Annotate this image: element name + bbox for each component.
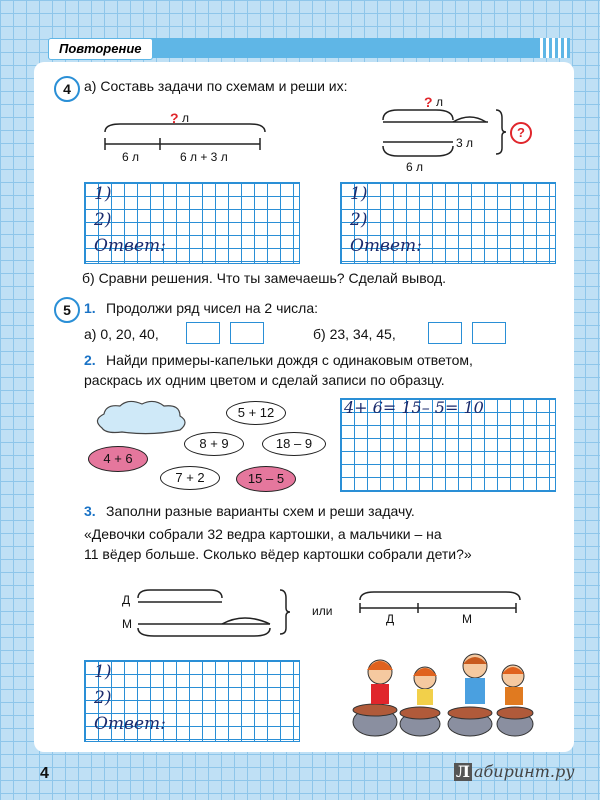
scheme1-seg1: 6 л [122, 150, 140, 164]
task-number-4: 4 [54, 76, 80, 102]
scheme4-diagram [356, 588, 526, 616]
item2-line2: раскрась их одним цветом и сделай записи по образцу. [84, 372, 445, 388]
drop-6[interactable]: 15 – 5 [236, 466, 296, 492]
task4-part-b: б) Сравни решения. Что ты замечаешь? Сделай вывод. [82, 270, 447, 286]
series-a: а) 0, 20, 40, [84, 326, 159, 342]
section-title: Повторение [48, 38, 153, 60]
scheme2-unit: л [436, 95, 444, 109]
scheme1-seg2: 6 л + 3 л [180, 150, 228, 164]
scheme1-question: ? [170, 110, 179, 126]
drop-5[interactable]: 7 + 2 [160, 466, 220, 490]
publisher-name: абиринт.ру [474, 762, 575, 781]
scheme2-brace-question [510, 122, 532, 144]
scheme2-bottom: 6 л [406, 160, 424, 174]
grid1-answer: Ответ: [94, 236, 166, 256]
scheme1-unit: л [182, 111, 190, 125]
scheme3-d: Д [122, 593, 131, 607]
or-label: или [312, 604, 333, 618]
header-stripes [540, 38, 570, 58]
publisher-mark: Л [455, 762, 471, 781]
grid3-line2: 2) [94, 688, 112, 708]
series-b-box-2[interactable] [472, 322, 506, 344]
drop-3[interactable]: 18 – 9 [262, 432, 326, 456]
scheme4-m: М [462, 612, 472, 626]
scheme4-d: Д [386, 612, 395, 626]
series-b: б) 23, 34, 45, [313, 326, 396, 342]
grid2-answer: Ответ: [350, 236, 422, 256]
cloud-icon [92, 398, 192, 438]
drop-2[interactable]: 8 + 9 [184, 432, 244, 456]
sample-record: 4+ 6= 15– 5= 10 [344, 398, 484, 417]
item2-number: 2. [84, 352, 96, 368]
publisher-logo [454, 762, 574, 781]
task4-part-a: а) Составь задачи по схемам и реши их: [84, 78, 348, 94]
item1-number: 1. [84, 300, 96, 316]
grid2-line2: 2) [350, 210, 368, 230]
grid1-line1: 1) [94, 184, 112, 204]
item1-text: Продолжи ряд чисел на 2 числа: [106, 300, 319, 316]
item3-text: Заполни разные варианты схем и реши задачу. [106, 503, 415, 519]
task-number-5: 5 [54, 297, 80, 323]
problem-line1: «Девочки собрали 32 ведра картошки, а мальчики – на [84, 526, 442, 542]
brace-question-mark: ? [517, 125, 525, 140]
scheme2-question: ? [424, 94, 433, 110]
grid3-answer: Ответ: [94, 714, 166, 734]
item3-number: 3. [84, 503, 96, 519]
series-a-box-2[interactable] [230, 322, 264, 344]
grid1-line2: 2) [94, 210, 112, 230]
scheme3-diagram [134, 584, 294, 640]
scheme2-diff: 3 л [456, 136, 474, 150]
children-illustration [345, 650, 535, 740]
grid3-line1: 1) [94, 662, 112, 682]
drop-1[interactable]: 5 + 12 [226, 401, 286, 425]
series-b-box-1[interactable] [428, 322, 462, 344]
drop-4[interactable]: 4 + 6 [88, 446, 148, 472]
scheme2-diagram [378, 104, 508, 164]
scheme3-m: М [122, 617, 132, 631]
grid2-line1: 1) [350, 184, 368, 204]
problem-line2: 11 вёдер больше. Сколько вёдер картошки собрали дети?» [84, 546, 472, 562]
series-a-box-1[interactable] [186, 322, 220, 344]
item2-line1: Найди примеры-капельки дождя с одинаковым ответом, [106, 352, 473, 368]
page-number: 4 [40, 765, 49, 782]
